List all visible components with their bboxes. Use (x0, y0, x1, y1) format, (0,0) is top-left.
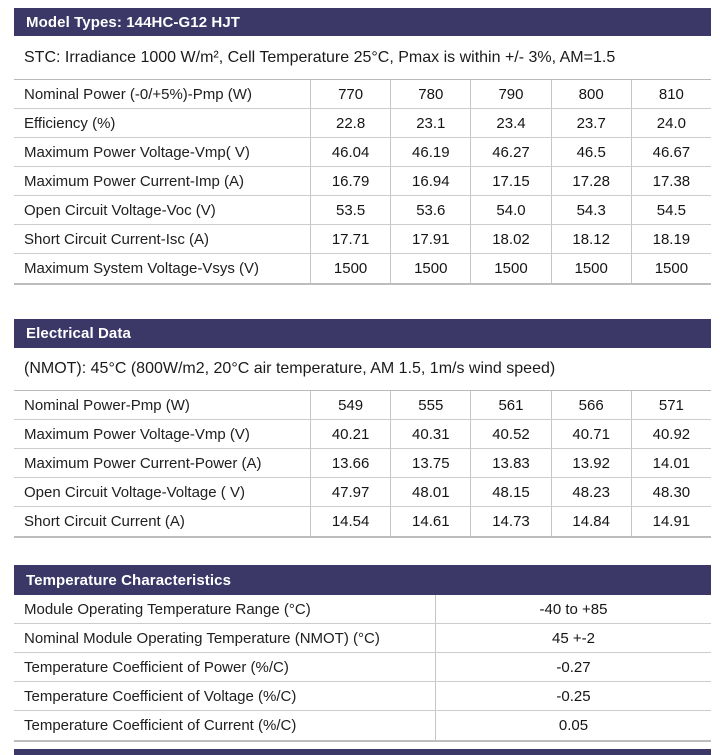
table-row (14, 225, 711, 254)
row-label: Nominal Module Operating Temperature (NMOT) (°C) (24, 629, 380, 647)
table-row (14, 478, 711, 507)
row-label: Temperature Coefficient of Power (%/C) (24, 658, 289, 676)
row-label: Short Circuit Current (A) (24, 513, 185, 530)
row-value: 566 (551, 391, 631, 419)
row-value: 54.0 (470, 196, 550, 224)
row-value: 780 (390, 80, 470, 108)
row-value: 790 (470, 80, 550, 108)
datasheet-page (14, 8, 711, 755)
row-value: 54.3 (551, 196, 631, 224)
row-value: 46.04 (310, 138, 390, 166)
row-value: 18.02 (470, 225, 550, 253)
row-label: Nominal Power-Pmp (W) (24, 396, 190, 414)
temperature-table-body (14, 595, 711, 742)
table-row (14, 196, 711, 225)
stc-conditions-text: STC: Irradiance 1000 W/m², Cell Temperature 25°C, Pmax is within +/- 3%, AM=1.5 (14, 36, 711, 80)
table-row (14, 595, 711, 624)
row-value: 47.97 (310, 478, 390, 506)
row-value: 16.79 (310, 167, 390, 195)
row-value: 1500 (310, 254, 390, 283)
row-value: 17.91 (390, 225, 470, 253)
table-row (14, 254, 711, 283)
table-row (14, 507, 711, 536)
row-value: 17.15 (470, 167, 550, 195)
row-value: 23.7 (551, 109, 631, 137)
row-value: 40.21 (310, 420, 390, 448)
row-value: 48.15 (470, 478, 550, 506)
section-spacer (14, 538, 711, 565)
row-value: 13.66 (310, 449, 390, 477)
row-value: 1500 (470, 254, 550, 283)
table-row (14, 449, 711, 478)
row-label: Short Circuit Current-Isc (A) (24, 230, 210, 248)
table-row (14, 682, 711, 711)
table-row (14, 391, 711, 420)
row-value: 46.5 (551, 138, 631, 166)
row-value: 549 (310, 391, 390, 419)
row-value: 40.31 (390, 420, 470, 448)
table-row (14, 711, 711, 740)
stc-section-header (14, 8, 711, 36)
row-value: 1500 (390, 254, 470, 283)
row-value: 14.73 (470, 507, 550, 536)
table-row (14, 624, 711, 653)
row-value: 0.05 (435, 711, 711, 740)
row-value: 555 (390, 391, 470, 419)
row-value: 17.71 (310, 225, 390, 253)
row-label: Open Circuit Voltage-Voc (V) (24, 201, 216, 219)
row-value: 16.94 (390, 167, 470, 195)
row-value: 45 +-2 (435, 624, 711, 652)
row-value: 46.19 (390, 138, 470, 166)
row-value: 571 (631, 391, 711, 419)
temperature-section-title: Temperature Characteristics (26, 571, 232, 589)
row-label: Maximum System Voltage-Vsys (V) (24, 260, 260, 277)
row-value: 53.5 (310, 196, 390, 224)
row-value: 40.92 (631, 420, 711, 448)
row-label: Open Circuit Voltage-Voltage ( V) (24, 483, 245, 501)
table-row (14, 167, 711, 196)
row-label: Maximum Power Voltage-Vmp (V) (24, 425, 250, 443)
table-row (14, 109, 711, 138)
row-value: 53.6 (390, 196, 470, 224)
row-value: 14.91 (631, 507, 711, 536)
stc-table-body (14, 80, 711, 285)
electrical-section-header (14, 319, 711, 348)
electrical-table-body (14, 391, 711, 538)
row-value: -0.25 (435, 682, 711, 710)
row-value: 46.67 (631, 138, 711, 166)
row-label: Temperature Coefficient of Current (%/C) (24, 717, 297, 734)
row-value: 810 (631, 80, 711, 108)
row-value: 48.30 (631, 478, 711, 506)
row-value: 14.01 (631, 449, 711, 477)
row-value: 13.92 (551, 449, 631, 477)
table-row (14, 653, 711, 682)
row-value: 22.8 (310, 109, 390, 137)
row-value: 40.52 (470, 420, 550, 448)
row-label: Module Operating Temperature Range (°C) (24, 600, 311, 618)
row-value: 14.54 (310, 507, 390, 536)
row-value: 18.12 (551, 225, 631, 253)
row-value: 13.83 (470, 449, 550, 477)
table-row (14, 420, 711, 449)
row-value: 23.4 (470, 109, 550, 137)
table-row (14, 80, 711, 109)
row-label: Maximum Power Current-Imp (A) (24, 172, 245, 190)
table-row (14, 138, 711, 167)
row-value: 18.19 (631, 225, 711, 253)
stc-section-title: Model Types: 144HC-G12 HJT (26, 13, 241, 31)
row-value: 561 (470, 391, 550, 419)
row-value: 54.5 (631, 196, 711, 224)
row-value: 13.75 (390, 449, 470, 477)
row-value: 770 (310, 80, 390, 108)
row-label: Maximum Power Voltage-Vmp( V) (24, 143, 250, 161)
row-value: 17.38 (631, 167, 711, 195)
row-value: 40.71 (551, 420, 631, 448)
row-label: Nominal Power (-0/+5%)-Pmp (W) (24, 85, 252, 103)
row-value: 17.28 (551, 167, 631, 195)
row-value: 14.84 (551, 507, 631, 536)
row-value: 24.0 (631, 109, 711, 137)
electrical-section-title: Electrical Data (26, 325, 131, 342)
row-value: -40 to +85 (435, 595, 711, 623)
row-label: Temperature Coefficient of Voltage (%/C) (24, 687, 297, 705)
row-value: 23.1 (390, 109, 470, 137)
row-value: -0.27 (435, 653, 711, 681)
temperature-section-header (14, 565, 711, 595)
row-label: Maximum Power Current-Power (A) (24, 454, 262, 472)
row-value: 800 (551, 80, 631, 108)
row-value: 1500 (631, 254, 711, 283)
row-value: 46.27 (470, 138, 550, 166)
row-value: 1500 (551, 254, 631, 283)
section-spacer (14, 742, 711, 749)
nmot-conditions-text: (NMOT): 45°C (800W/m2, 20°C air temperature, AM 1.5, 1m/s wind speed) (14, 348, 711, 391)
row-value: 48.23 (551, 478, 631, 506)
section-spacer (14, 285, 711, 319)
row-label: Efficiency (%) (24, 114, 116, 132)
row-value: 14.61 (390, 507, 470, 536)
stc-table-section (14, 8, 711, 285)
electrical-table-section (14, 319, 711, 538)
temperature-table-section (14, 565, 711, 742)
row-value: 48.01 (390, 478, 470, 506)
